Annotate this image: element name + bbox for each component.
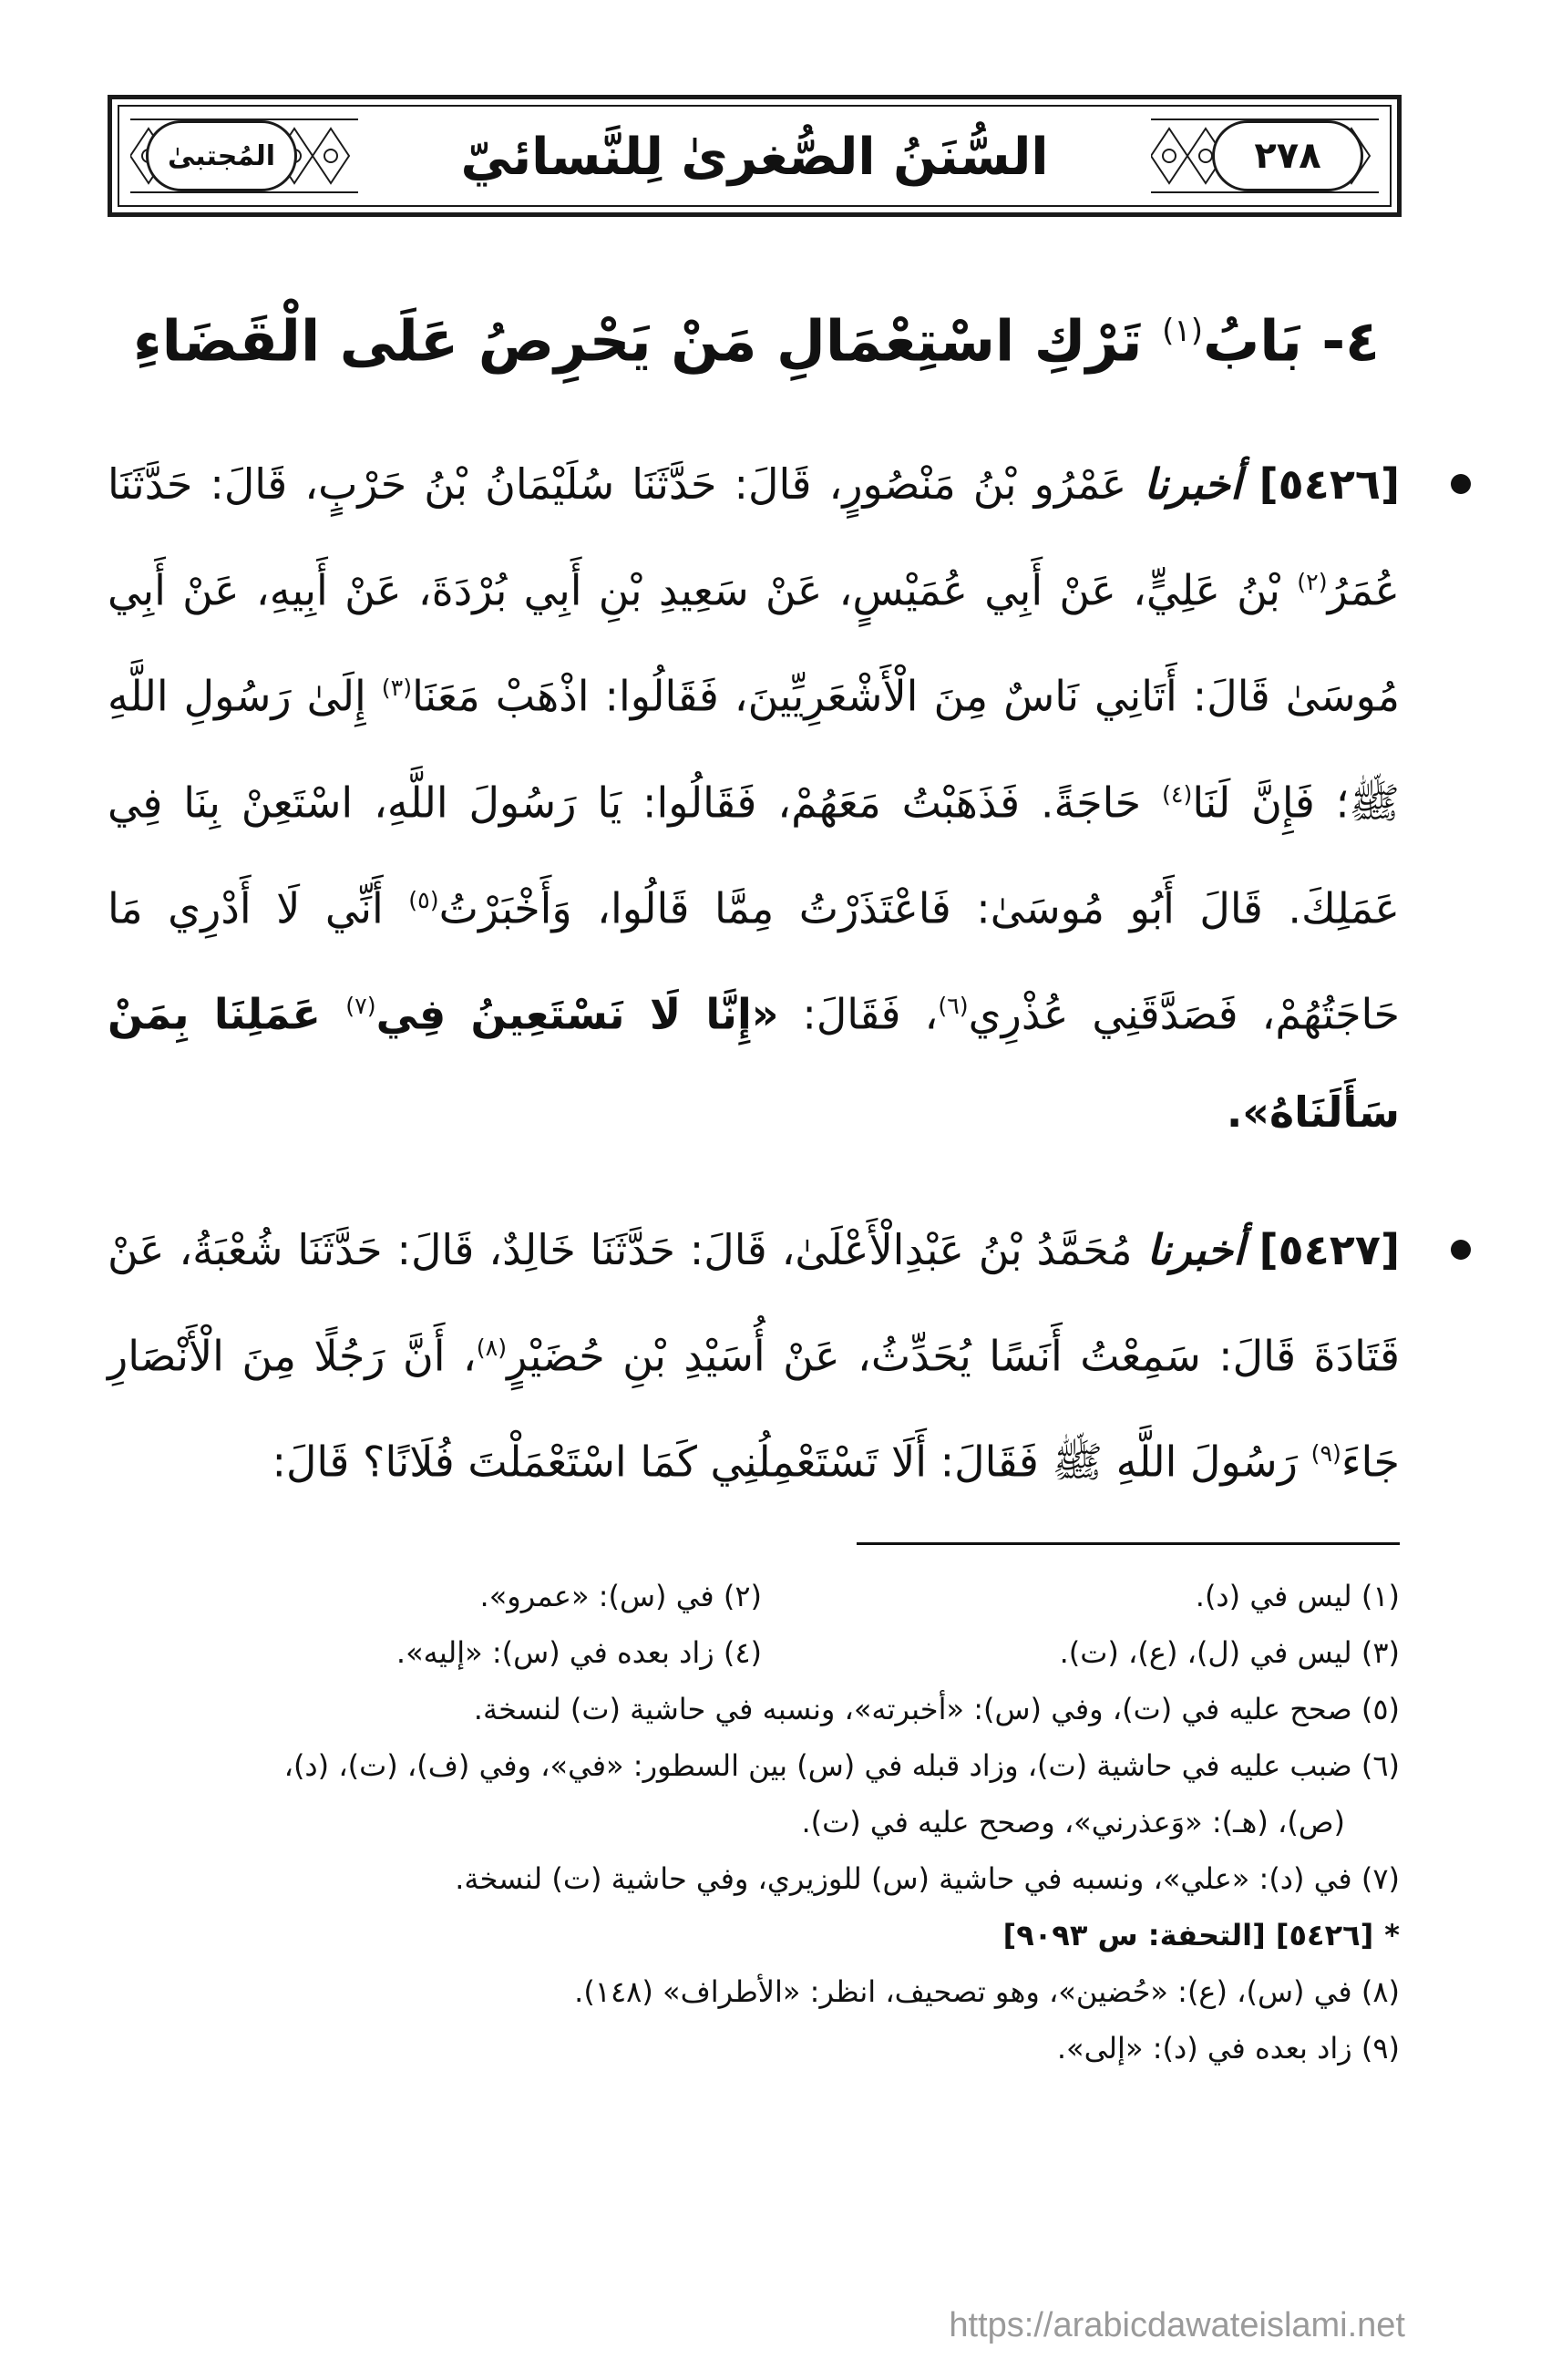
chapter-prefix: ٤- بَابُ: [1202, 307, 1381, 375]
footnote-7: (٧) في (د): «علي»، ونسبه في حاشية (س) للوزيري، وفي حاشية (ت) لنسخة.: [455, 1861, 1400, 1896]
footnote-6-continued: (ص)، (هـ): «وَعذرني»، وصحح عليه في (ت).: [801, 1805, 1345, 1839]
tuhfa-text: [٥٤٢٦] [التحفة: س ٩٠٩٣]: [1002, 1918, 1374, 1952]
star-icon: *: [1384, 1918, 1400, 1952]
hadith-5427: [108, 1201, 1400, 1511]
footnote-ref: (٢): [1297, 569, 1328, 595]
footnote-row: [108, 1568, 1400, 1624]
bullet-icon: [1451, 474, 1471, 494]
footnote-9: (٩) زاد بعده في (د): «إلى».: [1056, 2031, 1400, 2066]
hadith-matn: عَمَلِنَا بِمَنْ سَأَلَنَاهُ».: [108, 989, 1400, 1137]
footnote-6: (٦) ضبب عليه في حاشية (ت)، وزاد قبله في (س) بين السطور: «في»، وفي (ف)، (ت)، (د)،: [283, 1748, 1400, 1783]
hadith-number: [٥٤٢٦]: [1258, 459, 1401, 509]
page-number: ٢٧٨: [1212, 120, 1363, 191]
footnote-ref: (٥): [408, 886, 439, 913]
footnote-separator: [857, 1542, 1400, 1545]
tuhfa-reference: [108, 1907, 1400, 1963]
footnotes: [108, 1568, 1400, 2076]
hadith-text: أَنِّي لَا أَدْرِي مَا حَاجَتُهُمْ، فَصَدَّقَنِي عُذْرِي: [108, 883, 1400, 1039]
hadith-text: عَمْرُو بْنُ مَنْصُورٍ، قَالَ: حَدَّثَنَا سُلَيْمَانُ بْنُ حَرْبٍ، قَالَ: حَدَّثَنَا عُمَرُ: [108, 459, 1400, 615]
footnote-row: [108, 1624, 1400, 1681]
footnote-ref: (١): [1162, 313, 1203, 349]
book-cartouche: [139, 118, 303, 194]
book-short-title: المُجتبىٰ: [146, 120, 297, 191]
hadith-text: حَاجَةً. فَذَهَبْتُ مَعَهُمْ، فَقَالُوا: يَا رَسُولَ اللَّهِ، اسْتَعِنْ بِنَا فِي عَمَلِكَ. قَالَ أَبُو مُوسَىٰ: فَاعْتَذَرْتُ مِمَّا قَالُوا، وَأَخْبَرْتُ: [108, 777, 1400, 933]
akhbarana-label: أخبرنا: [1146, 1225, 1245, 1274]
footnote-ref: (٦): [938, 993, 969, 1020]
footnote-1: (١) ليس في (د).: [1195, 1579, 1400, 1613]
page-number-cartouche: [1206, 118, 1370, 194]
page-header: [108, 95, 1402, 217]
footnote-8: (٨) في (س)، (ع): «حُضين»، وهو تصحيف، انظر: «الأطراف» (١٤٨).: [574, 1974, 1400, 2009]
hadith-text: رَسُولَ اللَّهِ ﷺ فَقَالَ: أَلَا تَسْتَعْمِلُنِي كَمَا اسْتَعْمَلْتَ فُلَانًا؟ قَالَ:: [272, 1437, 1311, 1487]
footnote-ref: (٩): [1310, 1440, 1341, 1468]
chapter-title: تَرْكِ اسْتِعْمَالِ مَنْ يَحْرِصُ عَلَى الْقَضَاءِ: [132, 307, 1143, 375]
footnote-ref: (٧): [345, 993, 376, 1020]
hadith-5426: [108, 436, 1400, 1161]
footnote-ref: (٤): [1162, 780, 1193, 808]
hadith-matn: «إِنَّا لَا نَسْتَعِينُ فِي: [375, 989, 779, 1039]
hadith-text: ، فَقَالَ:: [778, 989, 939, 1039]
footnote-ref: (٣): [381, 675, 413, 702]
hadith-text: إِلَىٰ رَسُولِ اللَّهِ ﷺ؛ فَإِنَّ لَنَا: [108, 671, 1400, 827]
hadith-text: ، أَنَّ رَجُلًا مِنَ الْأَنْصَارِ جَاءَ: [108, 1331, 1400, 1487]
hadith-text: بْنُ عَلِيٍّ، عَنْ أَبِي عُمَيْسٍ، عَنْ سَعِيدِ بْنِ أَبِي بُرْدَةَ، عَنْ أَبِيهِ، عَنْ أَبِي مُوسَىٰ قَالَ: أَتَانِي نَاسٌ مِنَ الْأَشْعَرِيِّينَ، فَقَالُوا: اذْهَبْ مَعَنَا: [108, 565, 1400, 721]
hadith-number: [٥٤٢٧]: [1258, 1225, 1400, 1274]
footnote-4: (٤) زاد بعده في (س): «إليه».: [396, 1635, 762, 1670]
footnote-3: (٣) ليس في (ل)، (ع)، (ت).: [1059, 1635, 1400, 1670]
akhbarana-label: أخبرنا: [1144, 459, 1242, 509]
watermark: https://arabicdawateislami.net: [949, 2306, 1405, 2344]
footnote-ref: (٨): [476, 1334, 508, 1361]
bullet-icon: [1451, 1240, 1471, 1260]
hadith-text: مُحَمَّدُ بْنُ عَبْدِالْأَعْلَىٰ، قَالَ: حَدَّثَنَا خَالِدٌ، قَالَ: حَدَّثَنَا شُعْبَةُ، عَنْ قَتَادَةَ قَالَ: سَمِعْتُ أَنَسًا يُحَدِّثُ، عَنْ أُسَيْدِ بْنِ حُضَيْرٍ: [108, 1225, 1400, 1381]
running-title: السُّنَنُ الصُّغرىٰ لِلنَّسائيّ: [460, 127, 1049, 187]
footnote-5: (٥) صحح عليه في (ت)، وفي (س): «أخبرته»، ونسبه في حاشية (ت) لنسخة.: [473, 1692, 1400, 1726]
footnote-2: (٢) في (س): «عمرو».: [479, 1579, 762, 1613]
chapter-heading: [109, 290, 1403, 383]
